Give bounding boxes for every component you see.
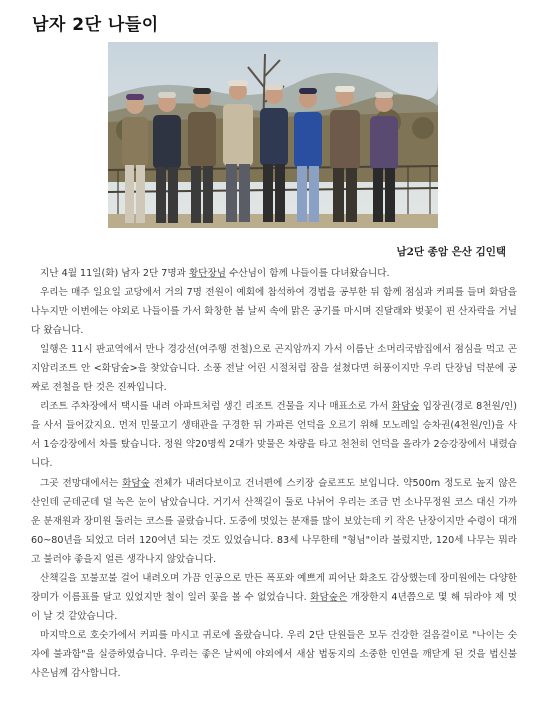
paragraph-text: 수산님이 함께 나들이를 다녀왔습니다. [226, 268, 390, 279]
paragraph [31, 283, 517, 340]
paragraph-text: 우리는 매주 일요일 교당에서 거의 7명 전원이 예회에 참석하여 경법을 공부한 뒤 함께 점심과 커피를 들며 화담을 나누지만 이번에는 야외로 나들이를 가서 화창한 봄 날씨 속에 맑은 공기를 마시며 진달래와 벚꽃이 핀 산자락을 거닐다 왔습니다. [31, 287, 517, 337]
underlined-text: 화담숲은 [310, 591, 348, 603]
paragraph [31, 264, 517, 283]
underlined-text: 화담숲 [391, 401, 420, 413]
paragraph-text: 일행은 11시 판교역에서 만나 경강선(여주행 전철)으로 곤지암까지 가서 이름난 소머리국밥집에서 점심을 먹고 곤지암리조트 안 <화담숲>을 찾았습니다. 소풍 전날 어린 시절처럼 잠을 설쳤다면 허풍이지만 우리 단장님 덕분에 공짜로 전철을 탄 것은 진짜입니다. [31, 344, 517, 394]
paragraph [31, 626, 517, 683]
group-photo [108, 42, 438, 228]
paragraph-text: 개장한지 4년쯤으로 몇 해 뒤라야 제 멋이 날 것 같았습니다. [31, 591, 517, 622]
article-title: 남자 2단 나들이 [32, 15, 159, 35]
paragraph-text: 그곳 전망대에서는 [40, 477, 123, 489]
paragraph-text: 전체가 내려다보이고 건너편에 스키장 슬로프도 보입니다. 약500m 정도로 높지 않은 산인데 군데군데 덜 녹은 눈이 남았습니다. 거기서 산책길이 둘로 나뉘어 우리는 조금 먼 소나무정원 코스 대신 가까운 분재원과 장미원 둘러는 코스를 골랐습니다. 도중에 멋있는 분재를 많이 보았는데 키 작은 난장이지만 수령이 대개 60~80년을 되었고 더러 120여년 되는 것도 있었습니다. 83세 나무한테 "형님"이라 불렀지만, 120세 나무는 뭐라고 불러야 좋을지 얼른 생각나지 않았습니다. [31, 477, 517, 565]
paragraph [31, 340, 517, 397]
paragraph-text: 리조트 주차장에서 택시를 내려 아파트처럼 생긴 리조트 건물을 지나 매표소로 가서 [40, 401, 392, 413]
paragraph-text: 마지막으로 호숫가에서 커피를 마시고 귀로에 올랐습니다. 우리 2단 단원들은 모두 건강한 걸음걸이로 "나이는 숫자에 불과함"을 실증하였습니다. 우리는 좋은 날씨에 야외에서 새삼 법동지의 소중한 인연을 깨닫게 된 것을 법신불 사은님께 감사합니다. [31, 629, 517, 679]
paragraph [31, 397, 517, 473]
article-body [31, 264, 517, 683]
author-line: 남2단 종암 은산 김인택 [396, 246, 506, 258]
paragraph-text: 산책길을 꼬불꼬불 걸어 내려오며 가끔 인공으로 만든 폭포와 예쁘게 피어난 화초도 감상했는데 장미원에는 다양한 장미가 이름표를 달고 있었지만 철이 일러 꽃을 볼 수 없었습니다. [31, 572, 517, 603]
underlined-text: 황단장님 [188, 268, 227, 279]
paragraph [31, 569, 517, 626]
paragraph-text: 지난 4월 11일(화) 남자 2단 7명과 [40, 268, 189, 279]
paragraph [31, 474, 517, 569]
paragraph-text: 입장권(경로 8천원/인)을 사서 들어갔지요. 먼저 민물고기 생태관을 구경한 뒤 가파른 언덕을 오르기 위해 모노레일 승차권(4천원/인)을 사서 1승강장에서 차를 탔습니다. 정원 약20명씩 2대가 맞물은 차량을 타고 천천히 언덕을 올라가 2승강장에서 내렸습니다. [31, 401, 517, 470]
underlined-text: 화담숲 [122, 477, 150, 489]
